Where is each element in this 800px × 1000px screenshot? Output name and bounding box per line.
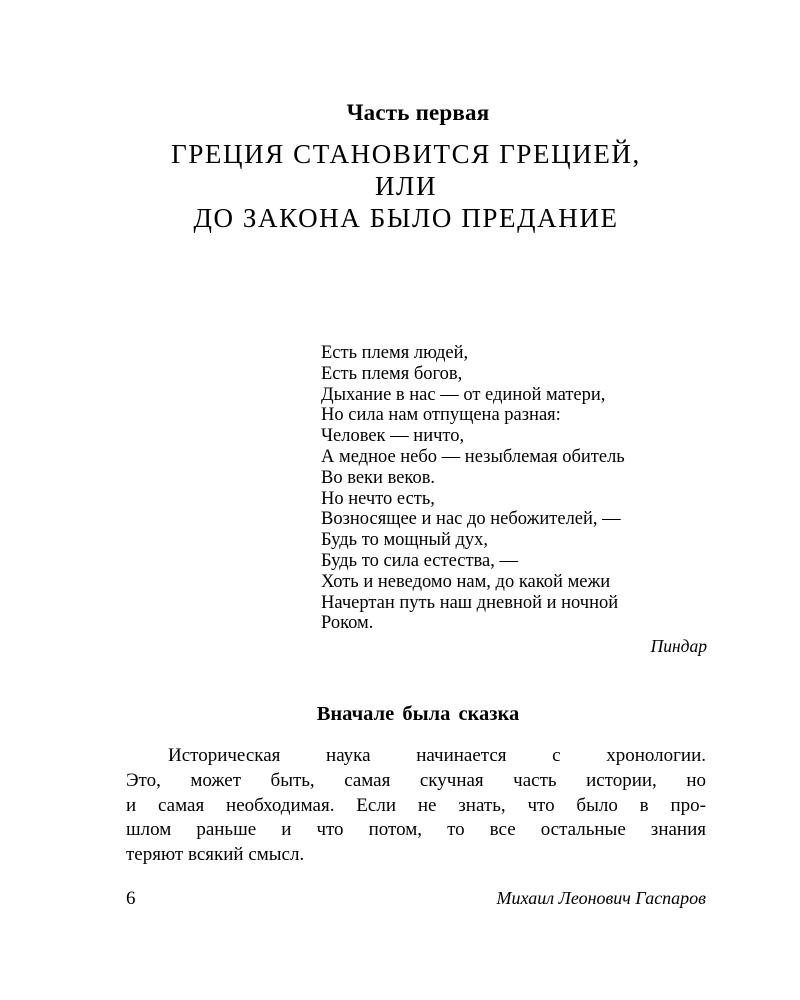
epigraph-line: Возносящее и нас до небожителей, — bbox=[321, 509, 621, 530]
running-footer-author: Михаил Леонович Гаспаров bbox=[496, 888, 706, 908]
body-line: Это, может быть, самая скучная часть истории, но bbox=[126, 769, 706, 791]
epigraph-line: Хоть и неведомо нам, до какой межи bbox=[321, 571, 611, 592]
epigraph-line: Но сила нам отпущена разная: bbox=[321, 405, 561, 426]
chapter-heading: Вначале была сказка bbox=[316, 703, 520, 725]
epigraph-line: Начертан путь наш дневной и ночной bbox=[321, 592, 619, 613]
epigraph-poem bbox=[321, 343, 625, 634]
epigraph-line: Но нечто есть, bbox=[321, 488, 435, 509]
epigraph-line: Будь то мощный дух, bbox=[321, 530, 489, 551]
part-title-line: ДО ЗАКОНА БЫЛО ПРЕДАНИЕ bbox=[193, 203, 619, 233]
part-title-line: ГРЕЦИЯ СТАНОВИТСЯ ГРЕЦИЕЙ, bbox=[171, 139, 641, 169]
body-line: и самая необходимая. Если не знать, что было в про- bbox=[126, 794, 706, 816]
body-paragraph bbox=[126, 744, 706, 868]
epigraph-line: Дыхание в нас — от единой матери, bbox=[321, 384, 606, 405]
epigraph-line: Будь то сила естества, — bbox=[321, 550, 519, 571]
body-line: теряют всякий смысл. bbox=[126, 844, 305, 866]
page-number: 6 bbox=[126, 888, 136, 909]
epigraph-line: Во веки веков. bbox=[321, 467, 436, 488]
epigraph-line: Есть племя людей, bbox=[321, 343, 469, 363]
epigraph-line: Роком. bbox=[321, 613, 374, 634]
epigraph-line: Есть племя богов, bbox=[321, 363, 463, 384]
epigraph-line: А медное небо — незыблемая обитель bbox=[321, 446, 625, 467]
body-line: шлом раньше и что потом, то все остальные знания bbox=[126, 819, 706, 841]
epigraph-author: Пиндар bbox=[650, 636, 707, 656]
epigraph-line: Человек — ничто, bbox=[321, 426, 465, 447]
part-title bbox=[0, 138, 800, 234]
part-label: Часть первая bbox=[346, 100, 490, 125]
body-line: Историческая наука начинается с хронологии. bbox=[168, 745, 706, 766]
part-title-line: ИЛИ bbox=[374, 171, 438, 201]
